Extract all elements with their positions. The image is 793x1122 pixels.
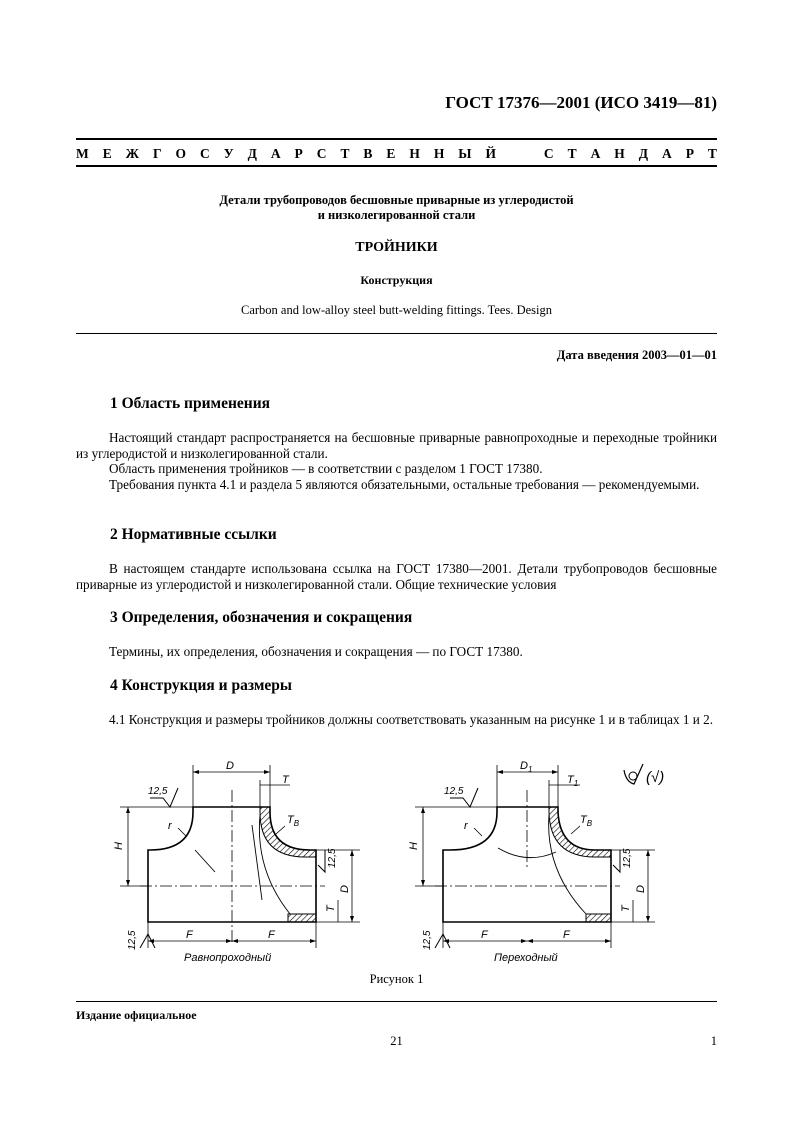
svg-text:H: H <box>408 842 420 850</box>
svg-text:Равнопроходный: Равнопроходный <box>184 952 272 964</box>
main-title: ТРОЙНИКИ <box>355 240 438 255</box>
document-code: ГОСТ 17376—2001 (ИСО 3419—81) <box>445 93 717 112</box>
banner-letter: Г <box>152 146 162 161</box>
svg-text:TB: $T_B$ <box>580 814 593 828</box>
banner-letter: Ы <box>458 146 472 161</box>
page-number-right: 1 <box>710 1034 717 1048</box>
section-3-heading: 3 Определения, обозначения и сокращения <box>110 609 413 626</box>
page-number-center: 21 <box>390 1034 403 1048</box>
svg-text:D: D <box>339 885 351 893</box>
banner-letter: Т <box>707 146 717 161</box>
title-rule <box>76 333 717 334</box>
svg-text:F: F <box>481 929 488 941</box>
svg-text:H: H <box>113 842 125 850</box>
header-rule <box>76 138 717 140</box>
banner-letter: Н <box>409 146 420 161</box>
svg-text:D1: $D_1$ <box>520 760 533 774</box>
banner-letter: Й <box>485 146 497 161</box>
banner-letter: С <box>543 146 554 161</box>
banner-letter: Ж <box>125 146 140 161</box>
edition-note: Издание официальное <box>76 1008 197 1022</box>
subtitle: Конструкция <box>360 273 433 287</box>
svg-text:12,5: 12,5 <box>422 930 433 950</box>
svg-text:12,5: 12,5 <box>444 786 464 797</box>
svg-text:D: D <box>635 885 647 893</box>
banner-letter: М <box>76 146 89 161</box>
svg-text:r: r <box>168 820 172 832</box>
svg-text:T: T <box>620 905 632 912</box>
banner-letter: Е <box>102 146 112 161</box>
svg-text:T: T <box>325 905 337 912</box>
svg-text:12,5: 12,5 <box>622 848 633 868</box>
svg-text:Переходный: Переходный <box>494 952 558 964</box>
section-1-body: Настоящий стандарт распространяется на бесшовные приварные равнопроходные и переходные тройники из углеродистой и низколегированной стали. Область применения тройников — в соответствии с разделом 1 ГОСТ 17380. Требования пункта 4.1 и раздела 5 являются обязательными, остальные требования — рекомендуемыми. <box>76 430 717 492</box>
svg-text:F: F <box>268 929 275 941</box>
svg-text:12,5: 12,5 <box>148 786 168 797</box>
section-1-heading: 1 Область применения <box>110 395 271 412</box>
banner-letter: Н <box>614 146 625 161</box>
banner-letter: А <box>590 146 601 161</box>
banner-letter: А <box>270 146 281 161</box>
figure-1-drawing <box>0 745 793 970</box>
banner-letter: Д <box>247 146 257 161</box>
banner-rule <box>76 165 717 167</box>
section-2-heading: 2 Нормативные ссылки <box>110 526 277 543</box>
banner-letter: Н <box>433 146 445 161</box>
banner-letter: У <box>223 146 234 161</box>
figure-1-caption: Рисунок 1 <box>369 972 424 986</box>
svg-text:TB: $T_B$ <box>287 814 300 828</box>
banner-letter: Т <box>340 146 350 161</box>
svg-text:12,5: 12,5 <box>127 930 138 950</box>
banner-letter: О <box>175 146 187 161</box>
banner-letter: С <box>316 146 327 161</box>
section-2-body: В настоящем стандарте использована ссылка на ГОСТ 17380—2001. Детали трубопроводов бесшовные приварные из углеродистой и низколегированной стали. Общие технические условия <box>76 561 717 592</box>
section-4-body: 4.1 Конструкция и размеры тройников должны соответствовать указанным на рисунке 1 и в таблицах 1 и 2. <box>109 712 713 727</box>
banner-letter: В <box>363 146 373 161</box>
standard-type-banner <box>76 146 717 162</box>
introduction-date: Дата введения 2003—01—01 <box>556 348 717 362</box>
svg-text:F: F <box>563 929 570 941</box>
banner-gap <box>510 146 530 162</box>
banner-letter: Е <box>386 146 396 161</box>
svg-text:D: D <box>226 760 234 772</box>
banner-letter: С <box>200 146 210 161</box>
banner-letter: Т <box>567 146 577 161</box>
svg-text:T1: $T_1$ <box>567 774 579 788</box>
banner-letter: Р <box>685 146 694 161</box>
svg-text:T: T <box>282 774 289 786</box>
english-title: Carbon and low-alloy steel butt-welding fittings. Tees. Design <box>241 303 552 317</box>
banner-letter: Р <box>294 146 303 161</box>
footer-rule <box>76 1001 717 1002</box>
svg-text:F: F <box>186 929 193 941</box>
svg-text:12,5: 12,5 <box>327 848 338 868</box>
section-4-heading: 4 Конструкция и размеры <box>110 677 293 694</box>
reducing-tee-labels <box>408 760 664 964</box>
svg-text:r: r <box>464 820 468 832</box>
svg-text:(√): (√) <box>646 769 665 786</box>
banner-letter: Д <box>638 146 649 161</box>
document-title: Детали трубопроводов бесшовные приварные из углеродистой и низколегированной стали <box>219 193 574 222</box>
banner-letter: А <box>662 146 672 161</box>
section-3-body: Термины, их определения, обозначения и сокращения — по ГОСТ 17380. <box>109 644 523 659</box>
